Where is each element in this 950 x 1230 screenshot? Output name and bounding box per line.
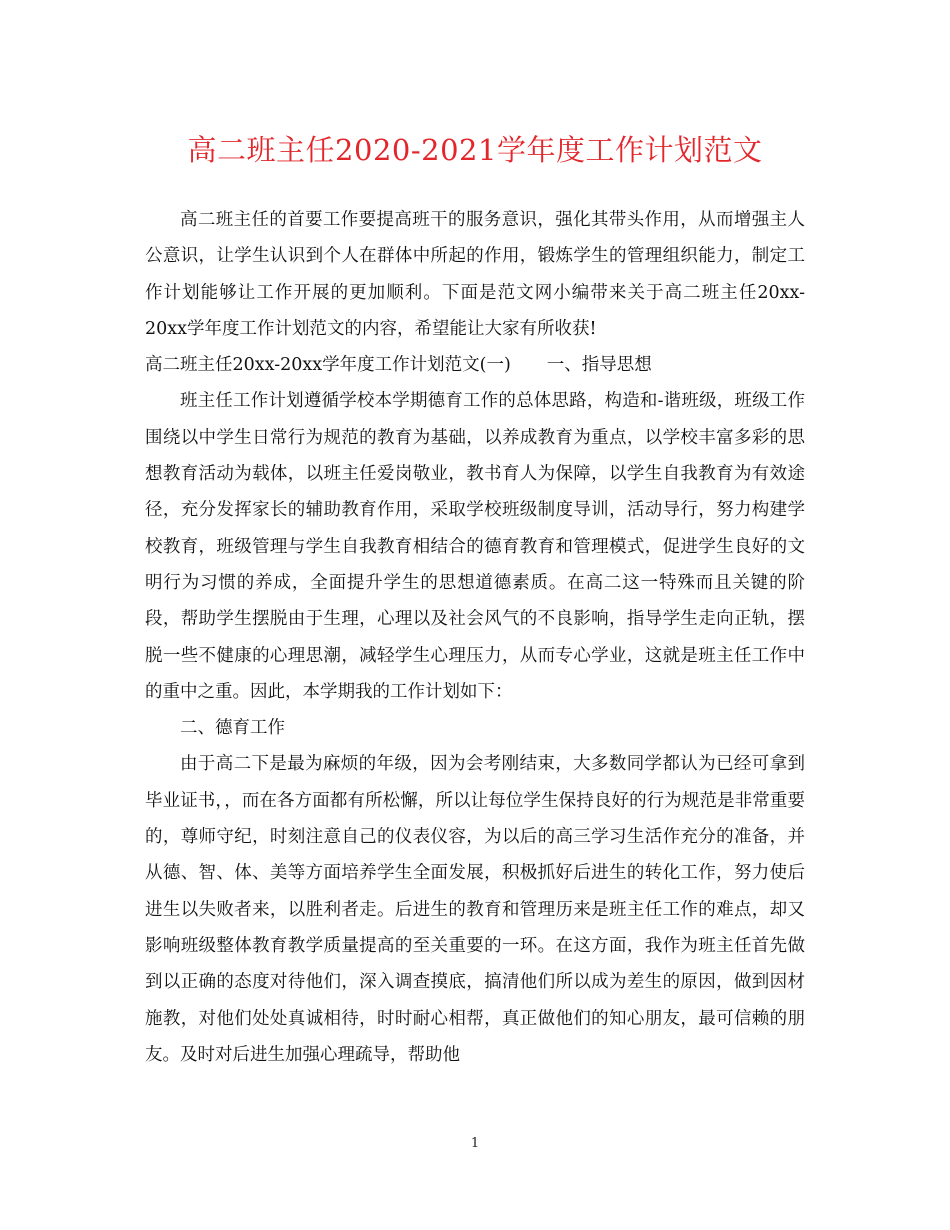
section1-heading: 一、指导思想 — [546, 355, 652, 376]
subtitle-text: 高二班主任20xx-20xx学年度工作计划范文(一) — [145, 355, 511, 376]
subtitle-line — [145, 347, 805, 383]
page-number: 1 — [470, 1136, 480, 1151]
section1-paragraph: 班主任工作计划遵循学校本学期德育工作的总体思路，构造和-谐班级，班级工作围绕以中学生日常行为规范的教育为基础，以养成教育为重点，以学校丰富多彩的思想教育活动为载体，以班主任爱岗敬业，教书育人为保障，以学生自我教育为有效途径，充分发挥家长的辅助教育作用，采取学校班级制度导训，活动导行，努力构建学校教育，班级管理与学生自我教育相结合的德育教育和管理模式，促进学生良好的文明行为习惯的养成，全面提升学生的思想道德素质。在高二这一特殊而且关键的阶段，帮助学生摆脱由于生理，心理以及社会风气的不良影响，指导学生走向正轨，摆脱一些不健康的心理思潮，减轻学生心理压力，从而专心学业，这就是班主任工作中的重中之重。因此，本学期我的工作计划如下： — [145, 391, 805, 702]
document-title: 高二班主任2020-2021学年度工作计划范文 — [187, 133, 763, 167]
intro-paragraph: 高二班主任的首要工作要提高班干的服务意识，强化其带头作用，从而增强主人公意识，让学生认识到个人在群体中所起的作用，锻炼学生的管理组织能力，制定工作计划能够让工作开展的更加顺利。下面是范文网小编带来关于高二班主任20xx-20xx学年度工作计划范文的内容，希望能让大家有所收获! — [145, 210, 805, 339]
document-body — [145, 202, 805, 1073]
section2-heading: 二、德育工作 — [180, 718, 285, 739]
section2-paragraph: 由于高二下是最为麻烦的年级，因为会考刚结束，大多数同学都认为已经可拿到毕业证书，，而在各方面都有所松懈，所以让每位学生保持良好的行为规范是非常重要的，尊师守纪，时刻注意自己的仪表仪容，为以后的高三学习生活作充分的准备，并从德、智、体、美等方面培养学生全面发展，积极抓好后进生的转化工作，努力使后进生以失败者来，以胜利者走。后进生的教育和管理历来是班主任工作的难点，却又影响班级整体教育教学质量提高的至关重要的一环。在这方面，我作为班主任首先做到以正确的态度对待他们，深入调查摸底，搞清他们所以成为差生的原因，做到因材施教，对他们处处真诚相待，时时耐心相帮，真正做他们的知心朋友，最可信赖的朋友。及时对后进生加强心理疏导，帮助他 — [145, 754, 805, 1065]
